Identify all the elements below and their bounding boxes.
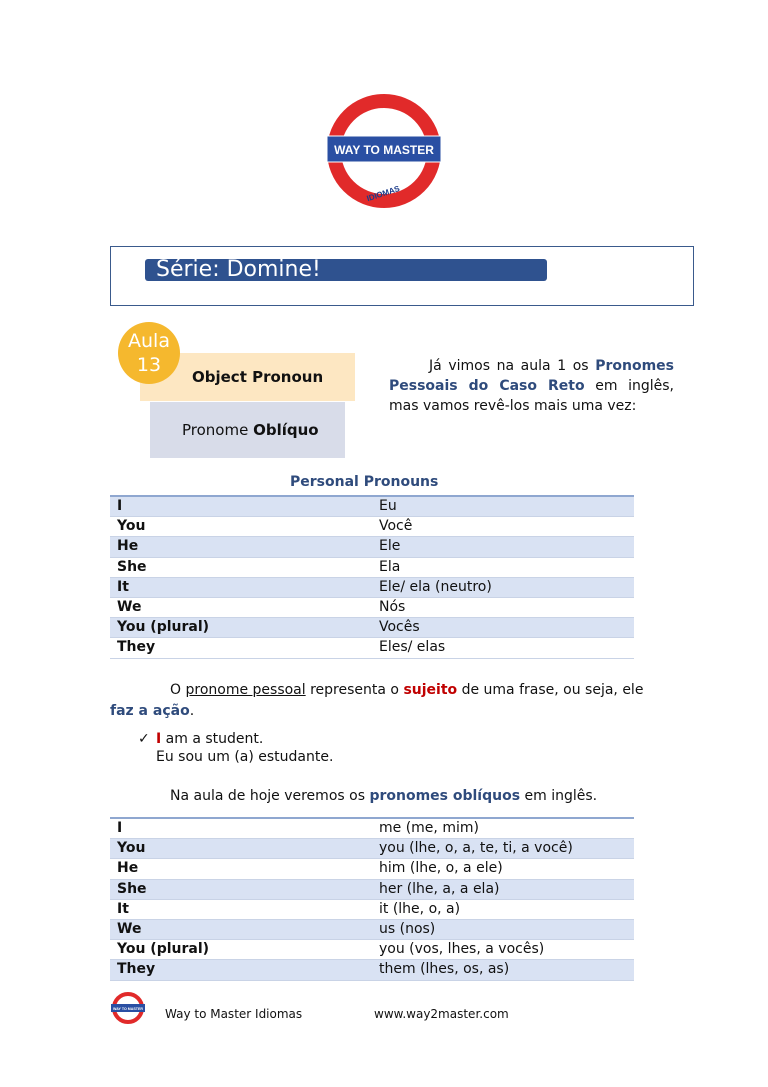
table-row: They Eles/ elas [110,638,634,658]
table-row: You you (lhe, o, a, te, ti, a você) [110,839,634,859]
table-row: You (plural) you (vos, lhes, a vocês) [110,940,634,960]
checkmark-icon: ✓ [138,731,150,747]
lesson-badge-number: 13 [136,354,162,376]
table-row: I me (me, mim) [110,818,634,839]
example-sentence: I am a student. [156,731,264,747]
object-pronouns-table [110,817,634,981]
table-row: He Ele [110,537,634,557]
intro-paragraph: Já vimos na aula 1 os Pronomes Pessoais do Caso Reto em inglês, mas vamos revê-los mais uma vez: [389,358,674,414]
table-row: She Ela [110,557,634,577]
lesson-badge [118,322,180,384]
table-row: She her (lhe, a, a ela) [110,879,634,899]
lesson-badge-label: Aula [128,330,170,352]
svg-text:IDIOMAS: IDIOMAS [365,184,401,204]
table-row: It it (lhe, o, a) [110,899,634,919]
table-row: He him (lhe, o, a ele) [110,859,634,879]
series-title: Série: Domine! [156,257,321,282]
personal-pronouns-table [110,495,634,659]
object-pronoun-label: Object Pronoun [192,368,324,386]
footer-logo [110,990,146,1026]
table-row: You Você [110,517,634,537]
oblique-paragraph: Na aula de hoje veremos os pronomes oblíquos em inglês. [170,788,598,804]
table-row: They them (lhes, os, as) [110,960,634,980]
personal-pronouns-caption: Personal Pronouns [290,474,439,490]
table-row: We us (nos) [110,919,634,939]
svg-text:WAY TO MASTER: WAY TO MASTER [113,1007,143,1011]
table-row: You (plural) Vocês [110,618,634,638]
table-row: We Nós [110,597,634,617]
subject-paragraph: O pronome pessoal representa o sujeito de uma frase, ou seja, ele faz a ação. [110,682,644,719]
table-row: It Ele/ ela (neutro) [110,577,634,597]
example-translation: Eu sou um (a) estudante. [156,749,334,765]
svg-text:WAY TO MASTER: WAY TO MASTER [334,143,434,157]
way-to-master-logo [325,92,443,210]
oblique-pronoun-label: Pronome Oblíquo [182,421,319,439]
footer-website: www.way2master.com [374,1007,509,1021]
footer-company: Way to Master Idiomas [165,1007,303,1021]
table-row: I Eu [110,496,634,517]
